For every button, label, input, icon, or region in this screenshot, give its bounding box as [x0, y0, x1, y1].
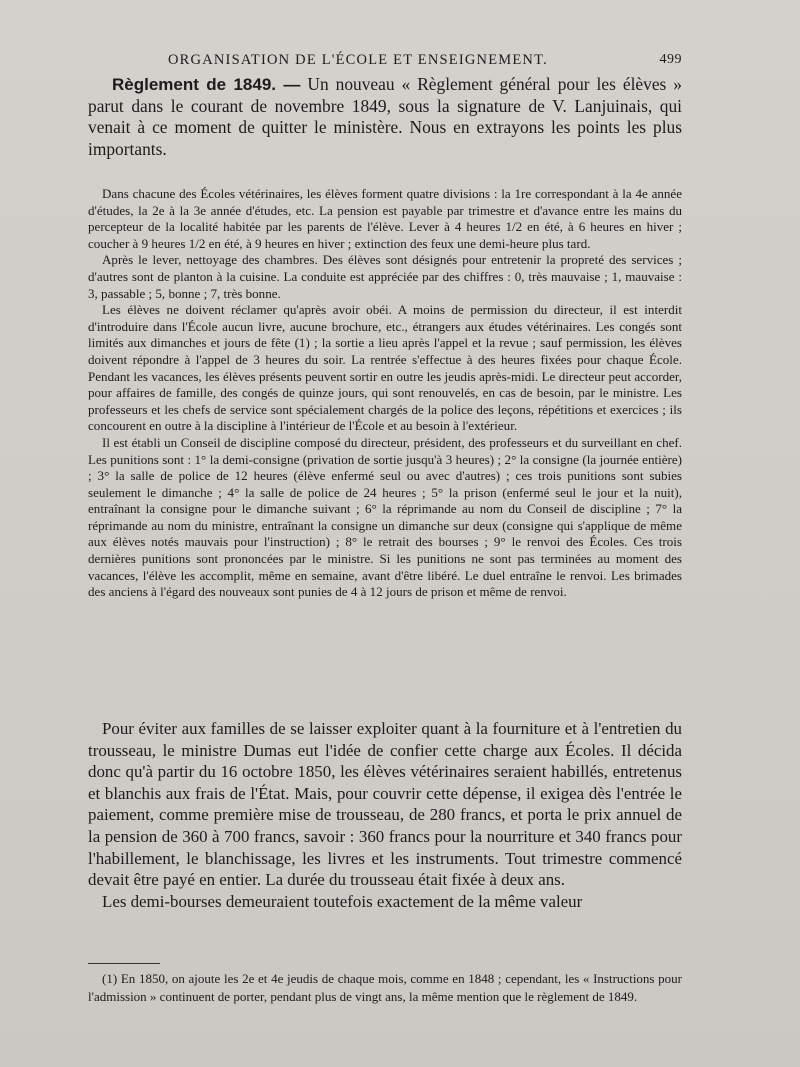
- footnote-text: (1) En 1850, on ajoute les 2e et 4e jeudis de chaque mois, comme en 1848 ; cependant, les « Instructions pour l'admission » continuent de porter, pendant plus de vingt ans, la même mention que le règlement de 1849.: [88, 971, 682, 1004]
- intro-paragraph: [88, 74, 682, 160]
- page-number: 499: [659, 52, 682, 67]
- excerpt-paragraph: Après le lever, nettoyage des chambres. Des élèves sont désignés pour entretenir la propreté des services ; d'autres sont de planton à la cuisine. La conduite est appréciée par des chiffres : 0, très mauvaise ; 1, mauvaise : 3, passable ; 5, bonne ; 7, très bonne.: [88, 252, 682, 301]
- footnote-rule: [88, 963, 160, 964]
- body-paragraph: Les demi-bourses demeuraient toutefois exactement de la même valeur: [102, 891, 583, 911]
- footnote: [88, 970, 682, 1005]
- running-header: [148, 52, 682, 69]
- excerpt-paragraph: Dans chacune des Écoles vétérinaires, les élèves forment quatre divisions : la 1re correspondant à la 4e année d'études, la 2e à la 3e année d'études, etc. La pension est payable par trimestre et d'avance entre les mains du percepteur de la localité habitée par les parents de l'élève. Lever à 4 heures 1/2 en été, à 6 heures en hiver ; coucher à 9 heures 1/2 en été, à 9 heures en hiver ; extinction des feux une demi-heure plus tard.: [88, 186, 682, 251]
- body-text: [88, 718, 682, 912]
- intro-text: Un nouveau « Règlement général pour les élèves » parut dans le courant de novembre 1849, sous la signature de V. Lanjuinais, qui venait à ce moment de quitter le ministère. Nous en extrayons les points les plus importants.: [88, 74, 682, 159]
- section-heading: Règlement de 1849. —: [112, 75, 301, 94]
- regulation-excerpt: [88, 186, 682, 601]
- excerpt-paragraph: Les élèves ne doivent réclamer qu'après avoir obéi. A moins de permission du directeur, il est interdit d'introduire dans l'École aucun livre, aucune brochure, etc., étrangers aux études vétérinaires. Les congés sont limités aux dimanches et jours de fête (1) ; la sortie a lieu après l'appel et la revue ; sauf permission, les élèves doivent répondre à l'appel de 3 heures du soir. La rentrée s'effectue à des heures fixées pour chaque École. Pendant les vacances, les élèves présents peuvent sortir en outre les jeudis après-midi. Le directeur peut accorder, pour affaires de famille, des congés de quinze jours, qui sont renouvelés, en cas de besoin, par le ministre. Les professeurs et les chefs de service sont spécialement chargés de la police des leçons, répétitions et exercices ; ils concourent en outre à la discipline à l'intérieur de l'École et au besoin à l'extérieur.: [88, 302, 682, 434]
- running-title: ORGANISATION DE L'ÉCOLE ET ENSEIGNEMENT.: [168, 52, 548, 68]
- body-paragraph: Pour éviter aux familles de se laisser exploiter quant à la fourniture et à l'entretien du trousseau, le ministre Dumas eut l'idée de confier cette charge aux Écoles. Il décida donc qu'à partir du 16 octobre 1850, les élèves vétérinaires seraient habillés, entretenus et blanchis aux frais de l'État. Mais, pour couvrir cette dépense, il exigea dès l'entrée le paiement, comme première mise de trousseau, de 280 francs, et porta le prix annuel de la pension de 360 à 700 francs, savoir : 360 francs pour la nourriture et 340 francs pour l'habillement, le blanchissage, les livres et les instruments. Tout trimestre commencé devait être payé en entier. La durée du trousseau était fixée à deux ans.: [88, 719, 682, 890]
- excerpt-paragraph: Il est établi un Conseil de discipline composé du directeur, président, des professeurs et du surveillant en chef. Les punitions sont : 1° la demi-consigne (privation de sortie jusqu'à 3 heures) ; 2° la consigne (la journée entière) ; 3° la salle de police de 12 heures (élève enfermé seul ou avec d'autres) ; ces trois punitions sont subies seulement le dimanche ; 4° la salle de police de 24 heures ; 5° la prison (enfermé seul le jour et la nuit), entraînant la consigne pour le dimanche suivant ; 6° la réprimande au nom du Conseil de discipline ; 7° la réprimande au nom du ministre, entraînant la consigne un dimanche sur deux (consigne qui s'applique de même aux élèves notés mauvais pour l'instruction) ; 8° le retrait des bourses ; 9° le renvoi des Écoles. Ces trois dernières punitions sont prononcées par le ministre. Si les punitions ne sont pas terminées au moment des vacances, l'élève les accomplit, même en semaine, avant d'être libéré. Le duel entraîne le renvoi. Les brimades des anciens à l'égard des nouveaux sont punies de 4 à 12 jours de prison et même de renvoi.: [88, 434, 682, 600]
